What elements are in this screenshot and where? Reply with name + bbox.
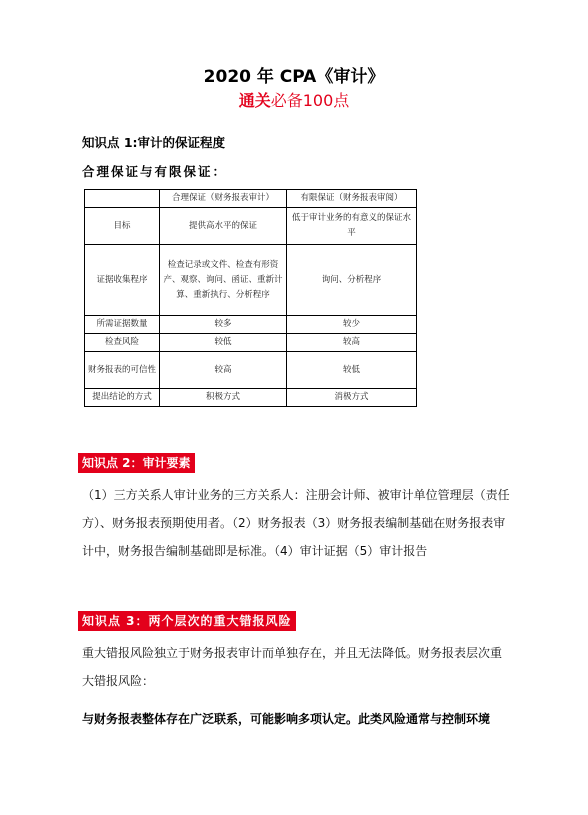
kp3-heading: 知识点 3：两个层次的重大错报风险 [78,611,296,631]
table-cell: 较多 [160,316,287,334]
table-header-cell [85,190,160,208]
table-header-cell: 合理保证（财务报表审计） [160,190,287,208]
table-cell: 检查风险 [85,334,160,352]
table-cell: 提出结论的方式 [85,389,160,407]
table-cell: 较低 [160,334,287,352]
table-header-cell: 有限保证（财务报表审阅） [287,190,417,208]
table-cell: 询问、分析程序 [287,245,417,316]
kp2-heading: 知识点 2：审计要素 [78,453,195,473]
table-cell: 较高 [160,352,287,389]
table-row [85,352,417,389]
table-cell: 较低 [287,352,417,389]
table-row [85,334,417,352]
table-header-row [85,190,417,208]
table-row [85,245,417,316]
kp1-heading: 知识点 1:审计的保证程度 [82,135,226,150]
table-cell: 较少 [287,316,417,334]
table-cell: 目标 [85,208,160,245]
subtitle-bold-part: 通关 [238,91,271,110]
table-cell: 财务报表的可信性 [85,352,160,389]
table-cell: 检查记录或文件、检查有形资产、观察、询问、函证、重新计算、重新执行、分析程序 [160,245,287,316]
kp3-bold-line: 与财务报表整体存在广泛联系，可能影响多项认定。此类风险通常与控制环境 [82,712,491,726]
kp1-subheading: 合理保证与有限保证： [82,164,228,179]
table-cell: 消极方式 [287,389,417,407]
subtitle-rest-part: 必备100点 [270,91,350,110]
table-cell: 证据收集程序 [85,245,160,316]
table-row [85,389,417,407]
table-row [85,316,417,334]
assurance-comparison-table [84,189,417,407]
table-row [85,208,417,245]
table-cell: 提供高水平的保证 [160,208,287,245]
kp2-body: （1）三方关系人审计业务的三方关系人：注册会计师、被审计单位管理层（责任方）、财务报表预期使用者。（2）财务报表（3）财务报表编制基础在财务报表审计中，财务报告编制基础即是标准。（4）审计证据（5）审计报告 [82,488,510,558]
table-cell: 低于审计业务的有意义的保证水平 [287,208,417,245]
table-cell: 积极方式 [160,389,287,407]
document-title: 2020 年 CPA《审计》 [203,67,385,87]
table-cell: 所需证据数量 [85,316,160,334]
kp3-body: 重大错报风险独立于财务报表审计而单独存在，并且无法降低。财务报表层次重大错报风险： [82,646,503,688]
table-cell: 较高 [287,334,417,352]
document-subtitle [0,90,588,112]
